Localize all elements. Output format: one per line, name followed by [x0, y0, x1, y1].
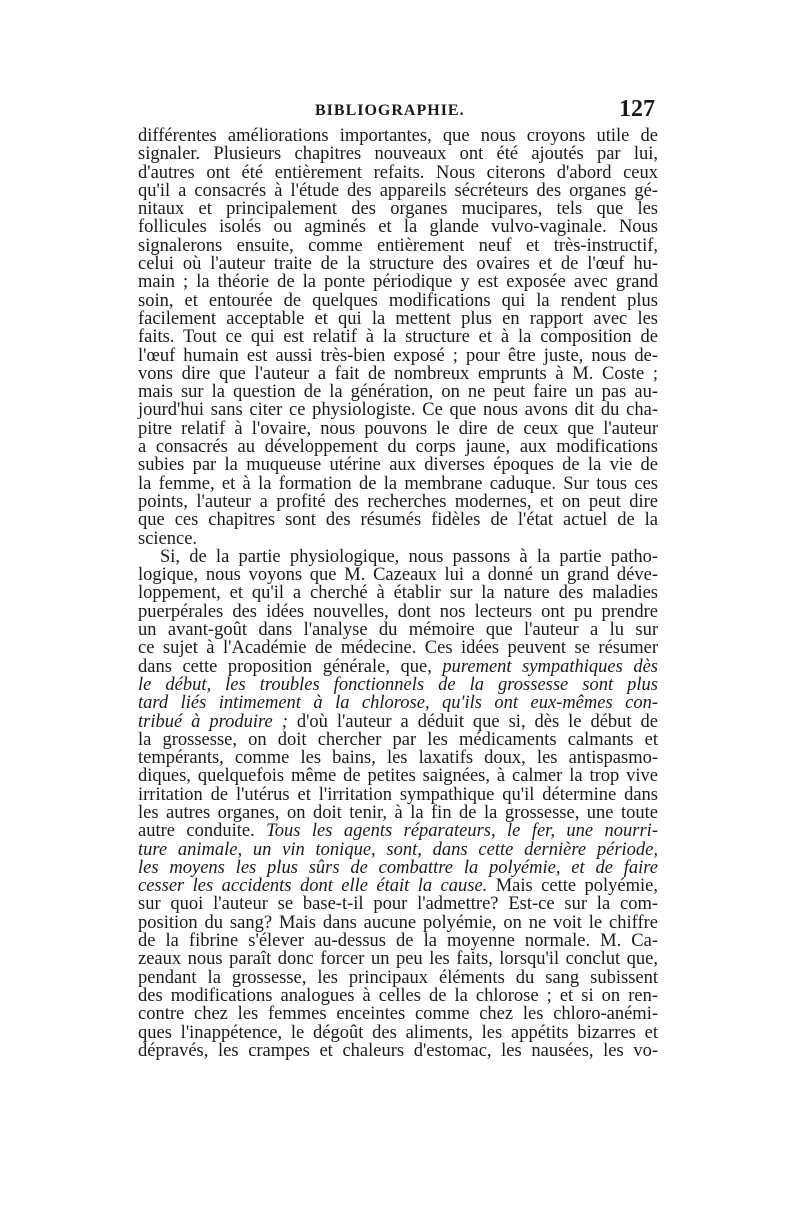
- page-header: [140, 98, 655, 126]
- text-line: pitre relatif à l'ovaire, nous pouvons le dire de ceux que l'auteur: [138, 418, 658, 439]
- text-line: différentes améliorations importantes, que nous croyons utile de: [138, 126, 658, 146]
- text-line: [138, 822, 658, 840]
- text-line: tempérants, comme les bains, les laxatifs doux, les antispasmo-: [138, 748, 658, 769]
- text-line: signaler. Plusieurs chapitres nouveaux ont été ajoutés par lui,: [138, 144, 658, 165]
- text-line: la femme, et à la formation de la membrane caduque. Sur tous ces: [138, 473, 658, 494]
- text-line: les moyens les plus sûrs de combattre la polyémie, et de faire: [138, 857, 658, 878]
- italic-run: cesser les accidents dont elle était la cause.: [138, 876, 488, 897]
- text-line: a consacrés au développement du corps jaune, aux modifications: [138, 437, 658, 458]
- text-run: d'où l'auteur a déduit que si, dès le début de: [287, 711, 658, 732]
- text-line: logique, nous voyons que M. Cazeaux lui a donné un grand déve-: [138, 565, 658, 586]
- text-line: ce sujet à l'Académie de médecine. Ces idées peuvent se résumer: [138, 638, 658, 659]
- text-line: ques l'inappétence, le dégoût des aliments, les appétits bizarres et: [138, 1022, 658, 1043]
- text-line: science.: [138, 528, 198, 549]
- text-line: facilement acceptable et qui la mettent plus en rapport avec les: [138, 308, 658, 329]
- text-line: vons dire que l'auteur a fait de nombreux emprunts à M. Coste ;: [138, 363, 658, 384]
- text-line: contre chez les femmes enceintes comme chez les chloro-anémi-: [138, 1004, 658, 1025]
- text-line: les autres organes, on doit tenir, à la fin de la grossesse, une toute: [138, 802, 658, 823]
- text-line: [138, 713, 658, 731]
- text-line: le début, les troubles fonctionnels de la grossesse sont plus: [138, 674, 658, 695]
- text-line: sur quoi l'auteur se base-t-il pour l'admettre? Est-ce sur la com-: [138, 894, 658, 915]
- text-line: [138, 658, 658, 676]
- page-number: 127: [619, 96, 655, 122]
- paragraph-1: [138, 127, 658, 548]
- text-line: signalerons ensuite, comme entièrement neuf et très-instructif,: [138, 235, 658, 256]
- text-line: tard liés intimement à la chlorose, qu'ils ont eux-mêmes con-: [138, 693, 658, 714]
- text-line: zeaux nous paraît donc forcer un peu les faits, lorsqu'il conclut que,: [138, 949, 658, 970]
- italic-run: purement sympathiques dès: [442, 656, 658, 677]
- text-line: de la fibrine s'élever au-dessus de la moyenne normale. M. Ca-: [138, 931, 658, 952]
- text-line: puerpérales des idées nouvelles, dont nos lecteurs ont pu prendre: [138, 601, 658, 622]
- text-line: diques, quelquefois même de petites saignées, à calmer la trop vive: [138, 766, 658, 787]
- italic-run: Tous les agents réparateurs, le fer, une nourri-: [266, 821, 658, 842]
- text-run: dans cette proposition générale, que,: [138, 656, 443, 677]
- text-line: la grossesse, on doit chercher par les médicaments calmants et: [138, 729, 658, 750]
- body-text: [138, 127, 658, 1060]
- text-line: pendant la grossesse, les principaux éléments du sang subissent: [138, 967, 658, 988]
- text-line: qu'il a consacrés à l'étude des appareils sécréteurs des organes gé-: [138, 180, 658, 201]
- text-line: Si, de la partie physiologique, nous passons à la partie patho-: [160, 546, 658, 567]
- text-line: subies par la muqueuse utérine aux diverses époques de la vie de: [138, 455, 658, 476]
- text-line: l'œuf humain est aussi très-bien exposé ; pour être juste, nous de-: [138, 345, 658, 366]
- text-line: mais sur la question de la génération, on ne peut faire un pas au-: [138, 382, 658, 403]
- text-line: main ; la théorie de la ponte périodique y est exposée avec grand: [138, 272, 658, 293]
- text-line: nitaux et principalement des organes mucipares, tels que les: [138, 199, 658, 220]
- paragraph-2: [138, 548, 658, 1060]
- text-line: celui où l'auteur traite de la structure des ovaires et de l'œuf hu-: [138, 254, 658, 275]
- text-line: des modifications analogues à celles de la chlorose ; et si on ren-: [138, 985, 658, 1006]
- text-line: irritation de l'utérus et l'irritation sympathique qu'il détermine dans: [138, 784, 658, 805]
- text-line: faits. Tout ce qui est relatif à la structure et à la composition de: [138, 327, 658, 348]
- text-line: que ces chapitres sont des résumés fidèles de l'état actuel de la: [138, 510, 658, 531]
- text-line: d'autres ont été entièrement refaits. Nous citerons d'abord ceux: [138, 162, 658, 183]
- text-line: points, l'auteur a profité des recherches modernes, et on peut dire: [138, 491, 658, 512]
- text-run: autre conduite.: [138, 821, 267, 842]
- text-run: Mais cette polyémie,: [487, 876, 658, 897]
- text-line: position du sang? Mais dans aucune polyémie, on ne voit le chiffre: [138, 912, 658, 933]
- text-line: ture animale, un vin tonique, sont, dans cette dernière période,: [138, 839, 658, 860]
- text-line: soin, et entourée de quelques modifications qui la rendent plus: [138, 290, 658, 311]
- text-line: un avant-goût dans l'analyse du mémoire que l'auteur a lu sur: [138, 620, 658, 641]
- text-line: dépravés, les crampes et chaleurs d'estomac, les nausées, les vo-: [138, 1040, 658, 1061]
- text-line: jourd'hui sans citer ce physiologiste. Ce que nous avons dit du cha-: [138, 400, 658, 421]
- running-title: BIBLIOGRAPHIE.: [315, 102, 465, 119]
- text-line: loppement, et qu'il a cherché à établir sur la nature des maladies: [138, 583, 658, 604]
- text-line: follicules isolés ou agminés et la glande vulvo-vaginale. Nous: [138, 217, 658, 238]
- italic-run: tribué à produire ;: [138, 711, 288, 732]
- text-line: [138, 877, 658, 895]
